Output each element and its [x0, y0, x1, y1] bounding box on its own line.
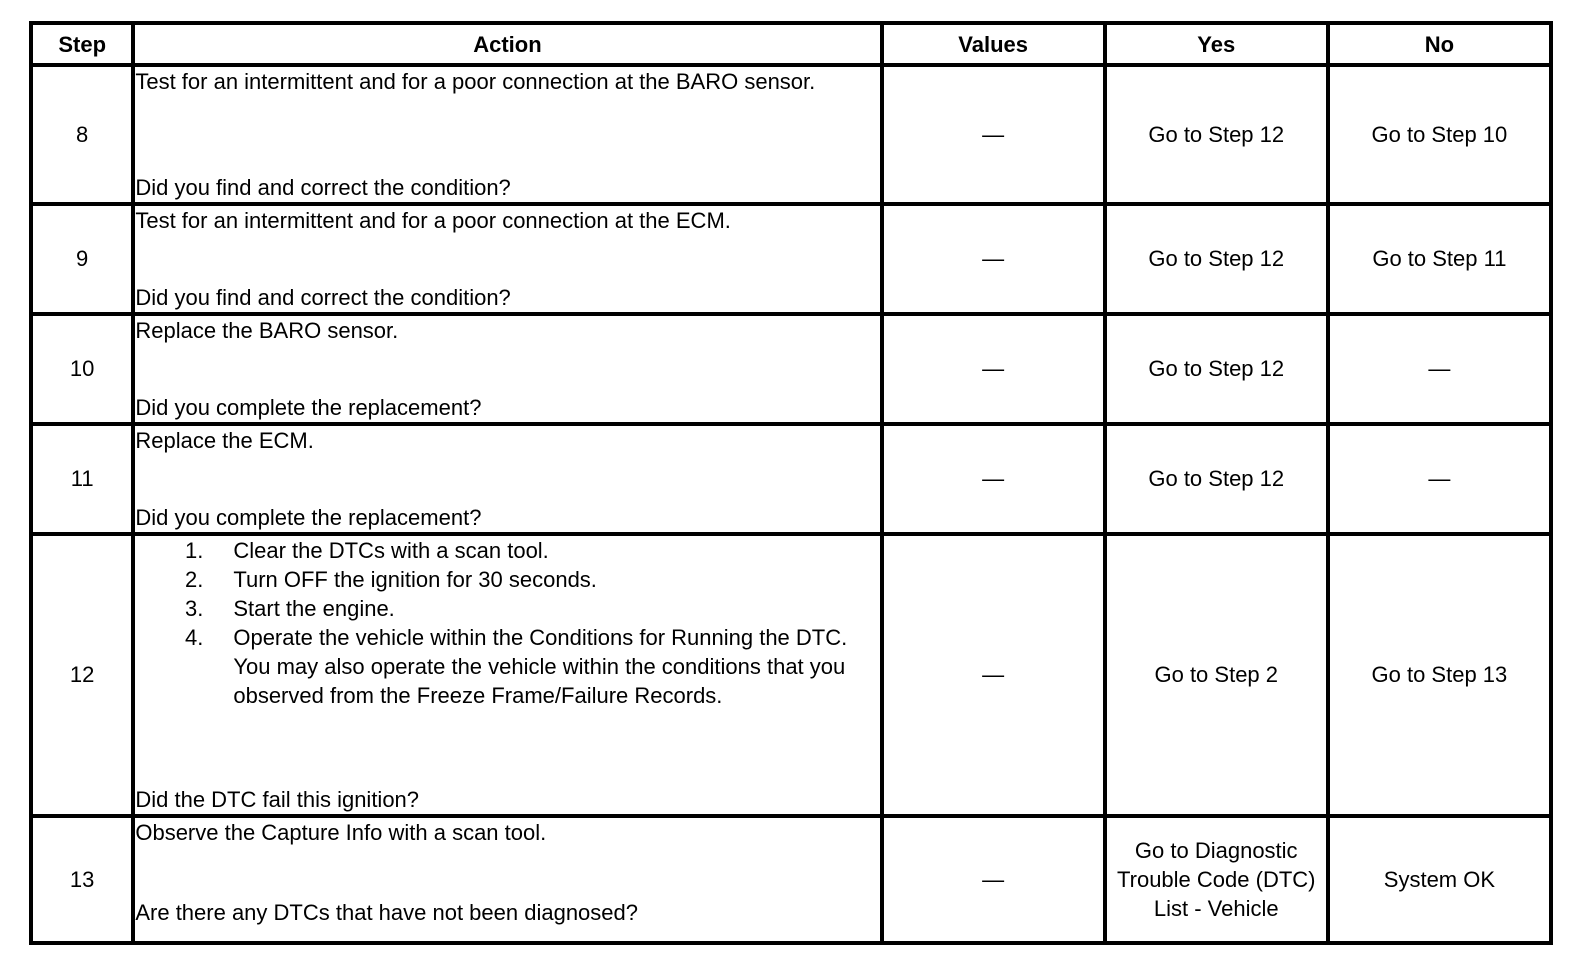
action-question: Did the DTC fail this ignition? — [135, 786, 420, 812]
action-cell — [133, 534, 881, 816]
substep-number: 3. — [184, 595, 204, 621]
action-question: Did you find and correct the condition? — [135, 174, 511, 200]
substep-text: Start the engine. — [233, 595, 395, 621]
action-cell — [133, 204, 881, 314]
action-cell — [133, 314, 881, 424]
action-question: Did you complete the replacement? — [135, 394, 482, 420]
header-row — [31, 23, 1551, 65]
substep-number: 1. — [184, 537, 204, 563]
header-action: Action — [133, 23, 881, 65]
no-cell: — — [1328, 314, 1551, 424]
step-number: 9 — [31, 204, 133, 314]
list-item — [135, 536, 879, 565]
list-item — [135, 594, 879, 623]
substep-number: 2. — [184, 566, 204, 592]
yes-cell: Go to Step 12 — [1105, 65, 1328, 204]
step-number: 8 — [31, 65, 133, 204]
step-number: 12 — [31, 534, 133, 816]
yes-cell — [1105, 816, 1328, 943]
action-cell — [133, 65, 881, 204]
values-cell: — — [882, 314, 1105, 424]
yes-cell: Go to Step 12 — [1105, 204, 1328, 314]
yes-cell: Go to Step 2 — [1105, 534, 1328, 816]
list-item — [135, 565, 879, 594]
action-text: Observe the Capture Info with a scan tool. — [135, 819, 547, 845]
diagnostic-table — [29, 21, 1553, 945]
action-text: Replace the ECM. — [135, 427, 314, 453]
substep-text: Clear the DTCs with a scan tool. — [233, 537, 549, 563]
substep-number: 4. — [184, 624, 204, 650]
values-cell: — — [882, 534, 1105, 816]
list-item — [135, 623, 879, 710]
action-text: Replace the BARO sensor. — [135, 317, 399, 343]
no-cell: System OK — [1328, 816, 1551, 943]
substep-list — [135, 536, 879, 710]
action-question: Did you complete the replacement? — [135, 504, 482, 530]
header-step: Step — [31, 23, 133, 65]
header-no: No — [1328, 23, 1551, 65]
action-text: Test for an intermittent and for a poor connection at the BARO sensor. — [135, 69, 816, 94]
no-cell: Go to Step 11 — [1328, 204, 1551, 314]
action-cell — [133, 424, 881, 534]
step-number: 11 — [31, 424, 133, 534]
values-cell: — — [882, 65, 1105, 204]
values-cell: — — [882, 204, 1105, 314]
substep-text: Operate the vehicle within the Conditions for Running the DTC. You may also operate the vehicle within the conditions that you observed from the Freeze Frame/Failure Records. — [233, 624, 848, 708]
table-row — [31, 314, 1551, 424]
yes-link-text[interactable]: Go to Diagnostic Trouble Code (DTC) List - Vehicle — [1117, 837, 1316, 921]
action-text: Test for an intermittent and for a poor connection at the ECM. — [135, 207, 731, 233]
no-cell: — — [1328, 424, 1551, 534]
substep-text: Turn OFF the ignition for 30 seconds. — [233, 566, 597, 592]
table-row — [31, 534, 1551, 816]
step-number: 13 — [31, 816, 133, 943]
step-number: 10 — [31, 314, 133, 424]
header-yes: Yes — [1105, 23, 1328, 65]
table-row — [31, 816, 1551, 943]
no-cell: Go to Step 10 — [1328, 65, 1551, 204]
no-cell: Go to Step 13 — [1328, 534, 1551, 816]
table-row — [31, 65, 1551, 204]
action-question: Did you find and correct the condition? — [135, 284, 511, 310]
table-row — [31, 204, 1551, 314]
values-cell: — — [882, 816, 1105, 943]
header-values: Values — [882, 23, 1105, 65]
action-question: Are there any DTCs that have not been diagnosed? — [135, 900, 639, 925]
yes-cell: Go to Step 12 — [1105, 314, 1328, 424]
table-row — [31, 424, 1551, 534]
yes-cell: Go to Step 12 — [1105, 424, 1328, 534]
values-cell: — — [882, 424, 1105, 534]
action-cell — [133, 816, 881, 943]
